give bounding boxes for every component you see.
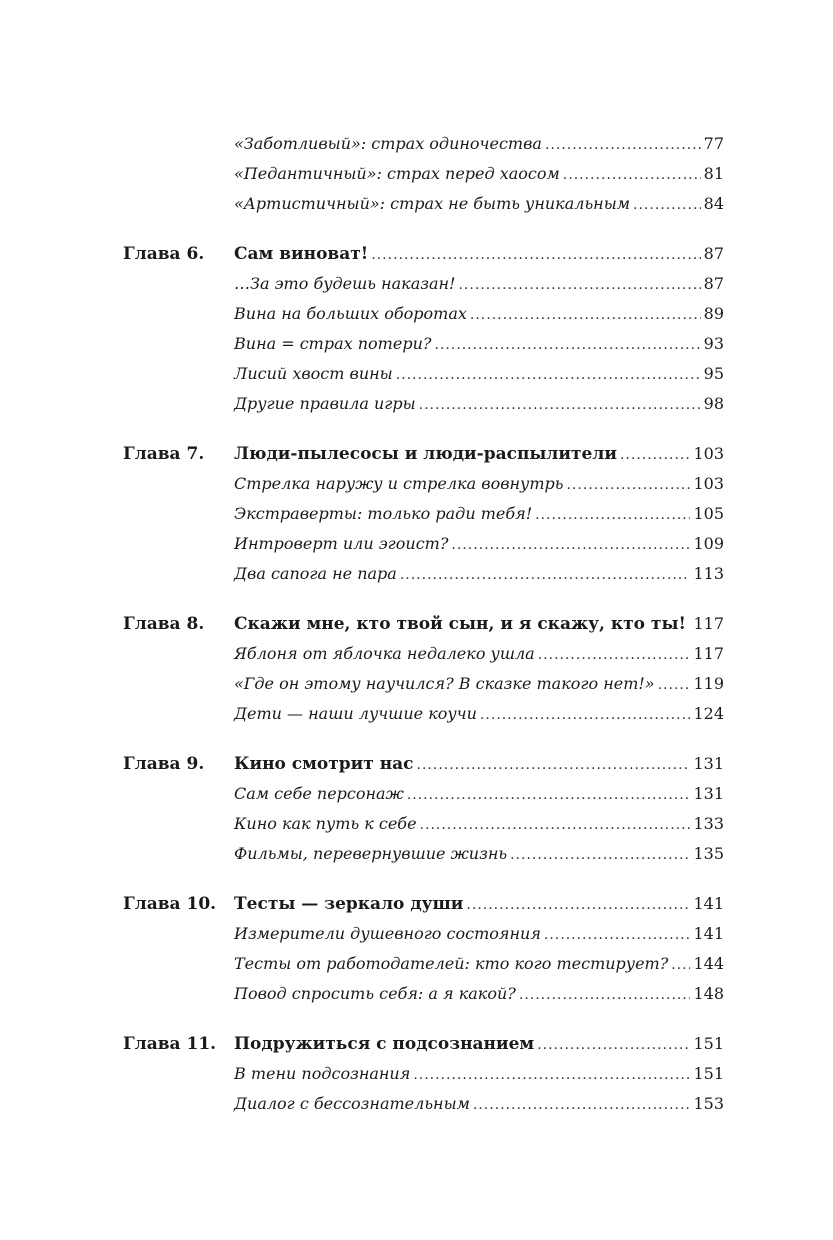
toc-item-title: Диалог с бессознательным	[234, 1094, 470, 1113]
toc-item	[0, 809, 833, 839]
toc-chapter	[0, 749, 833, 779]
leader-dots	[545, 130, 701, 160]
toc-item-title: Сам себе персонаж	[234, 784, 404, 803]
leader-dots	[466, 890, 690, 920]
leader-dots	[434, 330, 700, 360]
leader-dots	[473, 1090, 691, 1120]
chapter-page: 87	[703, 244, 724, 263]
leader-dots	[413, 1060, 690, 1090]
leader-dots	[689, 610, 690, 640]
chapter-title: Тесты — зеркало души	[234, 894, 464, 914]
toc-item-title: Измерители душевного состояния	[234, 924, 541, 943]
leader-dots	[519, 980, 691, 1010]
toc-item	[0, 639, 833, 669]
toc-chapter	[0, 609, 833, 639]
toc-item-page: 119	[693, 674, 724, 693]
toc-item-page: 141	[693, 924, 724, 943]
leader-dots	[671, 950, 690, 980]
leader-dots	[480, 700, 691, 730]
toc-item	[0, 129, 833, 159]
toc-item-page: 113	[693, 564, 724, 583]
toc-item-page: 98	[703, 394, 724, 413]
chapter-title: Подружиться с подсознанием	[234, 1034, 535, 1054]
toc-item-title: Дети — наши лучшие коучи	[234, 704, 477, 723]
leader-dots	[417, 750, 691, 780]
toc-item-page: 109	[693, 534, 724, 553]
toc-item-page: 148	[693, 984, 724, 1003]
chapter-page: 151	[693, 1034, 724, 1053]
leader-dots	[537, 1030, 690, 1060]
toc-item-title: Яблоня от яблочка недалеко ушла	[234, 644, 535, 663]
toc-chapter	[0, 889, 833, 919]
leader-dots	[470, 300, 701, 330]
toc-item-title: Тесты от работодателей: кто кого тестирует?	[234, 954, 669, 973]
toc-item-title: Повод спросить себя: а я какой?	[234, 984, 516, 1003]
chapter-label: Глава 7.	[123, 444, 205, 464]
toc-item-title: Другие правила игры	[234, 394, 416, 413]
toc-item-title: Два сапога не пара	[234, 564, 397, 583]
toc-item	[0, 329, 833, 359]
toc-item-page: 124	[693, 704, 724, 723]
leader-dots	[620, 440, 690, 470]
toc-item	[0, 919, 833, 949]
leader-dots	[510, 840, 690, 870]
leader-dots	[535, 500, 690, 530]
leader-dots	[633, 190, 701, 220]
toc-item-page: 87	[703, 274, 724, 293]
toc-item-page: 103	[693, 474, 724, 493]
toc-item	[0, 699, 833, 729]
leader-dots	[544, 920, 691, 950]
toc-item	[0, 559, 833, 589]
chapter-title: Кино смотрит нас	[234, 754, 414, 774]
toc-item-page: 153	[693, 1094, 724, 1113]
toc-item	[0, 529, 833, 559]
toc-item-title: Экстраверты: только ради тебя!	[234, 504, 533, 523]
chapter-page: 103	[693, 444, 724, 463]
toc-item	[0, 469, 833, 499]
toc-item-title: Интроверт или эгоист?	[234, 534, 449, 553]
toc-chapter	[0, 239, 833, 269]
toc-item	[0, 669, 833, 699]
toc-item	[0, 979, 833, 1009]
toc-item	[0, 299, 833, 329]
toc-item-title: …За это будешь наказан!	[234, 274, 456, 293]
leader-dots	[396, 360, 701, 390]
leader-dots	[419, 390, 701, 420]
toc-item-page: 77	[703, 134, 724, 153]
leader-dots	[420, 810, 691, 840]
toc-item	[0, 1089, 833, 1119]
toc-item-page: 133	[693, 814, 724, 833]
toc-item	[0, 159, 833, 189]
chapter-page: 131	[693, 754, 724, 773]
toc-item-page: 144	[693, 954, 724, 973]
leader-dots	[566, 470, 690, 500]
toc-item	[0, 389, 833, 419]
toc-item-title: В тени подсознания	[234, 1064, 411, 1083]
toc-item	[0, 359, 833, 389]
toc-item-page: 95	[703, 364, 724, 383]
toc-chapter	[0, 439, 833, 469]
chapter-label: Глава 10.	[123, 894, 217, 914]
toc-item-title: Кино как путь к себе	[234, 814, 417, 833]
chapter-label: Глава 9.	[123, 754, 205, 774]
leader-dots	[451, 530, 690, 560]
leader-dots	[407, 780, 691, 810]
chapter-label: Глава 8.	[123, 614, 205, 634]
toc-item-title: Фильмы, перевернувшие жизнь	[234, 844, 508, 863]
leader-dots	[538, 640, 691, 670]
toc-chapter	[0, 1029, 833, 1059]
toc-item-page: 131	[693, 784, 724, 803]
toc-item	[0, 499, 833, 529]
toc-item	[0, 1059, 833, 1089]
toc-item	[0, 189, 833, 219]
toc-item-title: «Где он этому научился? В сказке такого нет!»	[234, 674, 655, 693]
leader-dots	[400, 560, 691, 590]
toc-item-page: 151	[693, 1064, 724, 1083]
toc-item	[0, 269, 833, 299]
chapter-page: 141	[693, 894, 724, 913]
toc-item-title: Вина = страх потери?	[234, 334, 432, 353]
toc-item-title: Вина на больших оборотах	[234, 304, 467, 323]
leader-dots	[371, 240, 700, 270]
chapter-page: 117	[693, 614, 724, 633]
leader-dots	[563, 160, 701, 190]
toc-item-title: «Заботливый»: страх одиночества	[234, 134, 542, 153]
toc-item-page: 81	[703, 164, 724, 183]
toc-item-page: 117	[693, 644, 724, 663]
toc-item-page: 93	[703, 334, 724, 353]
chapter-title: Скажи мне, кто твой сын, и я скажу, кто ты!	[234, 614, 686, 634]
toc-item-title: Стрелка наружу и стрелка вовнутрь	[234, 474, 564, 493]
chapter-label: Глава 11.	[123, 1034, 217, 1054]
chapter-label: Глава 6.	[123, 244, 205, 264]
toc-item-page: 135	[693, 844, 724, 863]
toc-item-page: 89	[703, 304, 724, 323]
chapter-title: Люди-пылесосы и люди-распылители	[234, 444, 617, 464]
toc-item	[0, 949, 833, 979]
toc-item	[0, 779, 833, 809]
toc-item-page: 105	[693, 504, 724, 523]
toc-item-title: «Педантичный»: страх перед хаосом	[234, 164, 560, 183]
toc-item	[0, 839, 833, 869]
toc-item-page: 84	[703, 194, 724, 213]
leader-dots	[458, 270, 700, 300]
leader-dots	[658, 670, 691, 700]
toc-item-title: «Артистичный»: страх не быть уникальным	[234, 194, 630, 213]
toc-item-title: Лисий хвост вины	[234, 364, 393, 383]
chapter-title: Сам виноват!	[234, 244, 369, 264]
